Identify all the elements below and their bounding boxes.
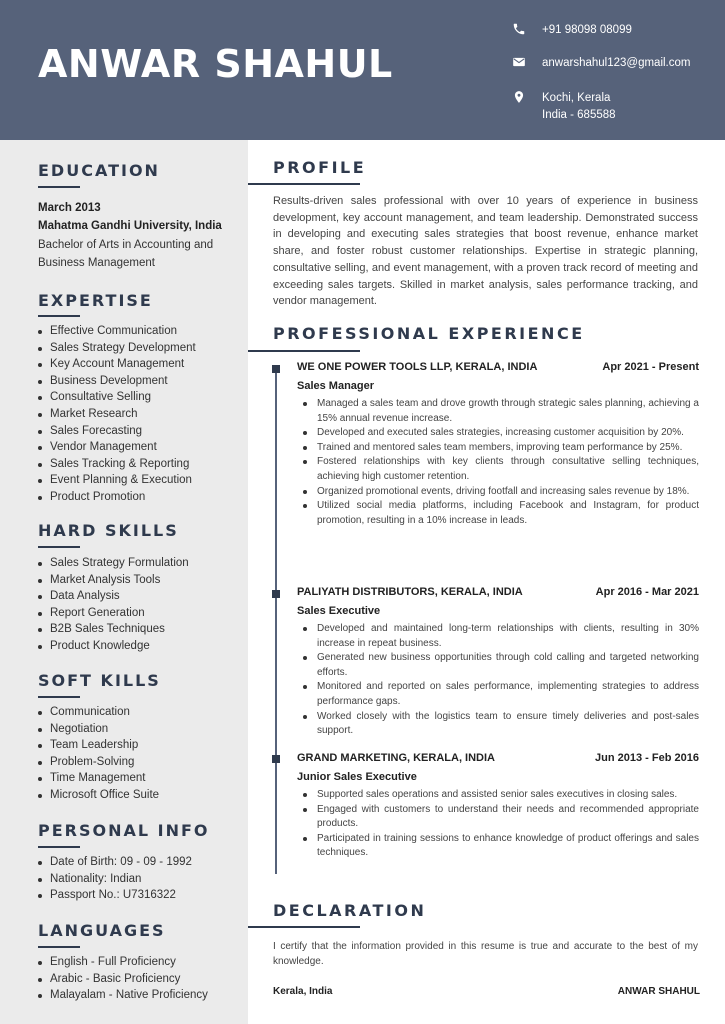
list-item: Managed a sales team and drove growth through strategic sales planning, achieving a 15% annual revenue increase. xyxy=(317,397,699,426)
soft-skills-underline xyxy=(38,696,80,698)
list-item: Effective Communication xyxy=(38,323,196,340)
location-pin-icon xyxy=(512,90,526,104)
list-item: Sales Tracking & Reporting xyxy=(38,456,196,473)
experience-underline xyxy=(248,350,360,352)
education-university: Mahatma Gandhi University, India xyxy=(38,220,222,233)
list-item: Problem-Solving xyxy=(38,754,159,771)
list-item: Vendor Management xyxy=(38,439,196,456)
education-heading: EDUCATION xyxy=(38,161,160,180)
list-item: Market Research xyxy=(38,406,196,423)
profile-heading: PROFILE xyxy=(273,158,367,177)
list-item: Business Development xyxy=(38,373,196,390)
expertise-list xyxy=(38,323,196,506)
list-item: Passport No.: U7316322 xyxy=(38,887,192,904)
list-item: Key Account Management xyxy=(38,356,196,373)
declaration-underline xyxy=(248,926,360,928)
experience-heading: PROFESSIONAL EXPERIENCE xyxy=(273,324,585,343)
profile-underline xyxy=(248,183,360,185)
personal-info-heading: PERSONAL INFO xyxy=(38,821,210,840)
list-item: Malayalam - Native Proficiency xyxy=(38,987,208,1004)
list-item: Trained and mentored sales team members, improving team performance by 25%. xyxy=(317,441,699,456)
job-company: PALIYATH DISTRIBUTORS, KERALA, INDIA xyxy=(297,586,523,598)
candidate-name: ANWAR SHAHUL xyxy=(38,42,393,86)
list-item: Data Analysis xyxy=(38,588,189,605)
job-company: WE ONE POWER TOOLS LLP, KERALA, INDIA xyxy=(297,361,538,373)
list-item: Sales Forecasting xyxy=(38,423,196,440)
list-item: Organized promotional events, driving footfall and increasing sales revenue by 18%. xyxy=(317,485,699,500)
list-item: Supported sales operations and assisted senior sales executives in closing sales. xyxy=(317,788,699,803)
phone-icon xyxy=(512,22,526,36)
hard-skills-underline xyxy=(38,546,80,548)
job-dates: Jun 2013 - Feb 2016 xyxy=(595,752,699,764)
job-entry-2 xyxy=(297,586,699,739)
job-company: GRAND MARKETING, KERALA, INDIA xyxy=(297,752,495,764)
hard-skills-list xyxy=(38,555,189,655)
education-block xyxy=(38,199,243,272)
list-item: Market Analysis Tools xyxy=(38,572,189,589)
timeline-marker xyxy=(272,755,280,763)
list-item: Consultative Selling xyxy=(38,389,196,406)
list-item: Fostered relationships with key clients through consultative selling techniques, achieving high customer retention. xyxy=(317,455,699,484)
email-icon xyxy=(512,55,526,69)
job-duties xyxy=(297,788,699,861)
job-duties xyxy=(297,622,699,739)
declaration-heading: DECLARATION xyxy=(273,901,427,920)
languages-list xyxy=(38,954,208,1004)
list-item: Participated in training sessions to enhance knowledge of product offerings and sales techniques. xyxy=(317,832,699,861)
list-item: Arabic - Basic Proficiency xyxy=(38,971,208,988)
list-item: Worked closely with the logistics team to ensure timely deliveries and post-sales support. xyxy=(317,710,699,739)
location-text xyxy=(542,90,616,124)
education-degree: Bachelor of Arts in Accounting and Business Management xyxy=(38,238,214,269)
hard-skills-heading: HARD SKILLS xyxy=(38,521,179,540)
job-title: Sales Executive xyxy=(297,605,381,617)
personal-info-underline xyxy=(38,846,80,848)
list-item: Negotiation xyxy=(38,721,159,738)
location-line-1: Kochi, Kerala xyxy=(542,92,611,104)
timeline-marker xyxy=(272,365,280,373)
list-item: Developed and executed sales strategies, increasing customer acquisition by 20%. xyxy=(317,426,699,441)
location-line-2: India - 685588 xyxy=(542,109,616,121)
soft-skills-list xyxy=(38,704,159,804)
job-entry-3 xyxy=(297,752,699,861)
list-item: Event Planning & Execution xyxy=(38,472,196,489)
list-item: Sales Strategy Formulation xyxy=(38,555,189,572)
header-banner xyxy=(0,0,725,140)
list-item: Generated new business opportunities through cold calling and targeted networking efforts. xyxy=(317,651,699,680)
education-underline xyxy=(38,186,80,188)
list-item: Sales Strategy Development xyxy=(38,340,196,357)
list-item: Communication xyxy=(38,704,159,721)
soft-skills-heading: SOFT KILLS xyxy=(38,671,161,690)
list-item: Product Knowledge xyxy=(38,638,189,655)
phone-number[interactable]: +91 98098 08099 xyxy=(542,24,632,36)
declaration-text: I certify that the information provided in this resume is true and accurate to the best of my knowledge. xyxy=(273,941,698,967)
timeline-marker xyxy=(272,590,280,598)
education-date: March 2013 xyxy=(38,202,101,214)
languages-underline xyxy=(38,946,80,948)
list-item: Utilized social media platforms, including Facebook and Instagram, for product promotion, resulting in a 10% increase in leads. xyxy=(317,499,699,528)
job-title: Junior Sales Executive xyxy=(297,771,417,783)
declaration-place: Kerala, India xyxy=(273,986,333,997)
expertise-heading: EXPERTISE xyxy=(38,291,153,310)
expertise-underline xyxy=(38,315,80,317)
job-title: Sales Manager xyxy=(297,380,375,392)
list-item: Time Management xyxy=(38,770,159,787)
list-item: Microsoft Office Suite xyxy=(38,787,159,804)
languages-heading: LANGUAGES xyxy=(38,921,166,940)
job-duties xyxy=(297,397,699,528)
list-item: Engaged with customers to understand their needs and recommended appropriate products. xyxy=(317,803,699,832)
list-item: Date of Birth: 09 - 09 - 1992 xyxy=(38,854,192,871)
personal-info-list xyxy=(38,854,192,904)
email-address[interactable]: anwarshahul123@gmail.com xyxy=(542,57,691,69)
list-item: Report Generation xyxy=(38,605,189,622)
list-item: Team Leadership xyxy=(38,737,159,754)
declaration-signature: ANWAR SHAHUL xyxy=(617,986,700,997)
job-dates: Apr 2016 - Mar 2021 xyxy=(595,586,699,598)
experience-timeline xyxy=(275,366,277,874)
list-item: Product Promotion xyxy=(38,489,196,506)
list-item: Monitored and reported on sales performance, implementing strategies to address performance gaps. xyxy=(317,680,699,709)
job-dates: Apr 2021 - Present xyxy=(602,361,699,373)
list-item: English - Full Proficiency xyxy=(38,954,208,971)
profile-summary: Results-driven sales professional with over 10 years of experience in business development, key account management, and team leadership. Demonstrated success in developing and executing sales strategies that boost revenue, enhance market share, and foster robust customer relationships. Expertise in strategic planning, consultative selling, and event management, with a proven track record of meeting and exceeding sales targets. Skilled in market analysis, sales performance tracking, and vendor management. xyxy=(273,195,698,308)
list-item: B2B Sales Techniques xyxy=(38,621,189,638)
list-item: Nationality: Indian xyxy=(38,871,192,888)
job-entry-1 xyxy=(297,361,699,528)
list-item: Developed and maintained long-term relationships with clients, resulting in 30% increase in repeat business. xyxy=(317,622,699,651)
